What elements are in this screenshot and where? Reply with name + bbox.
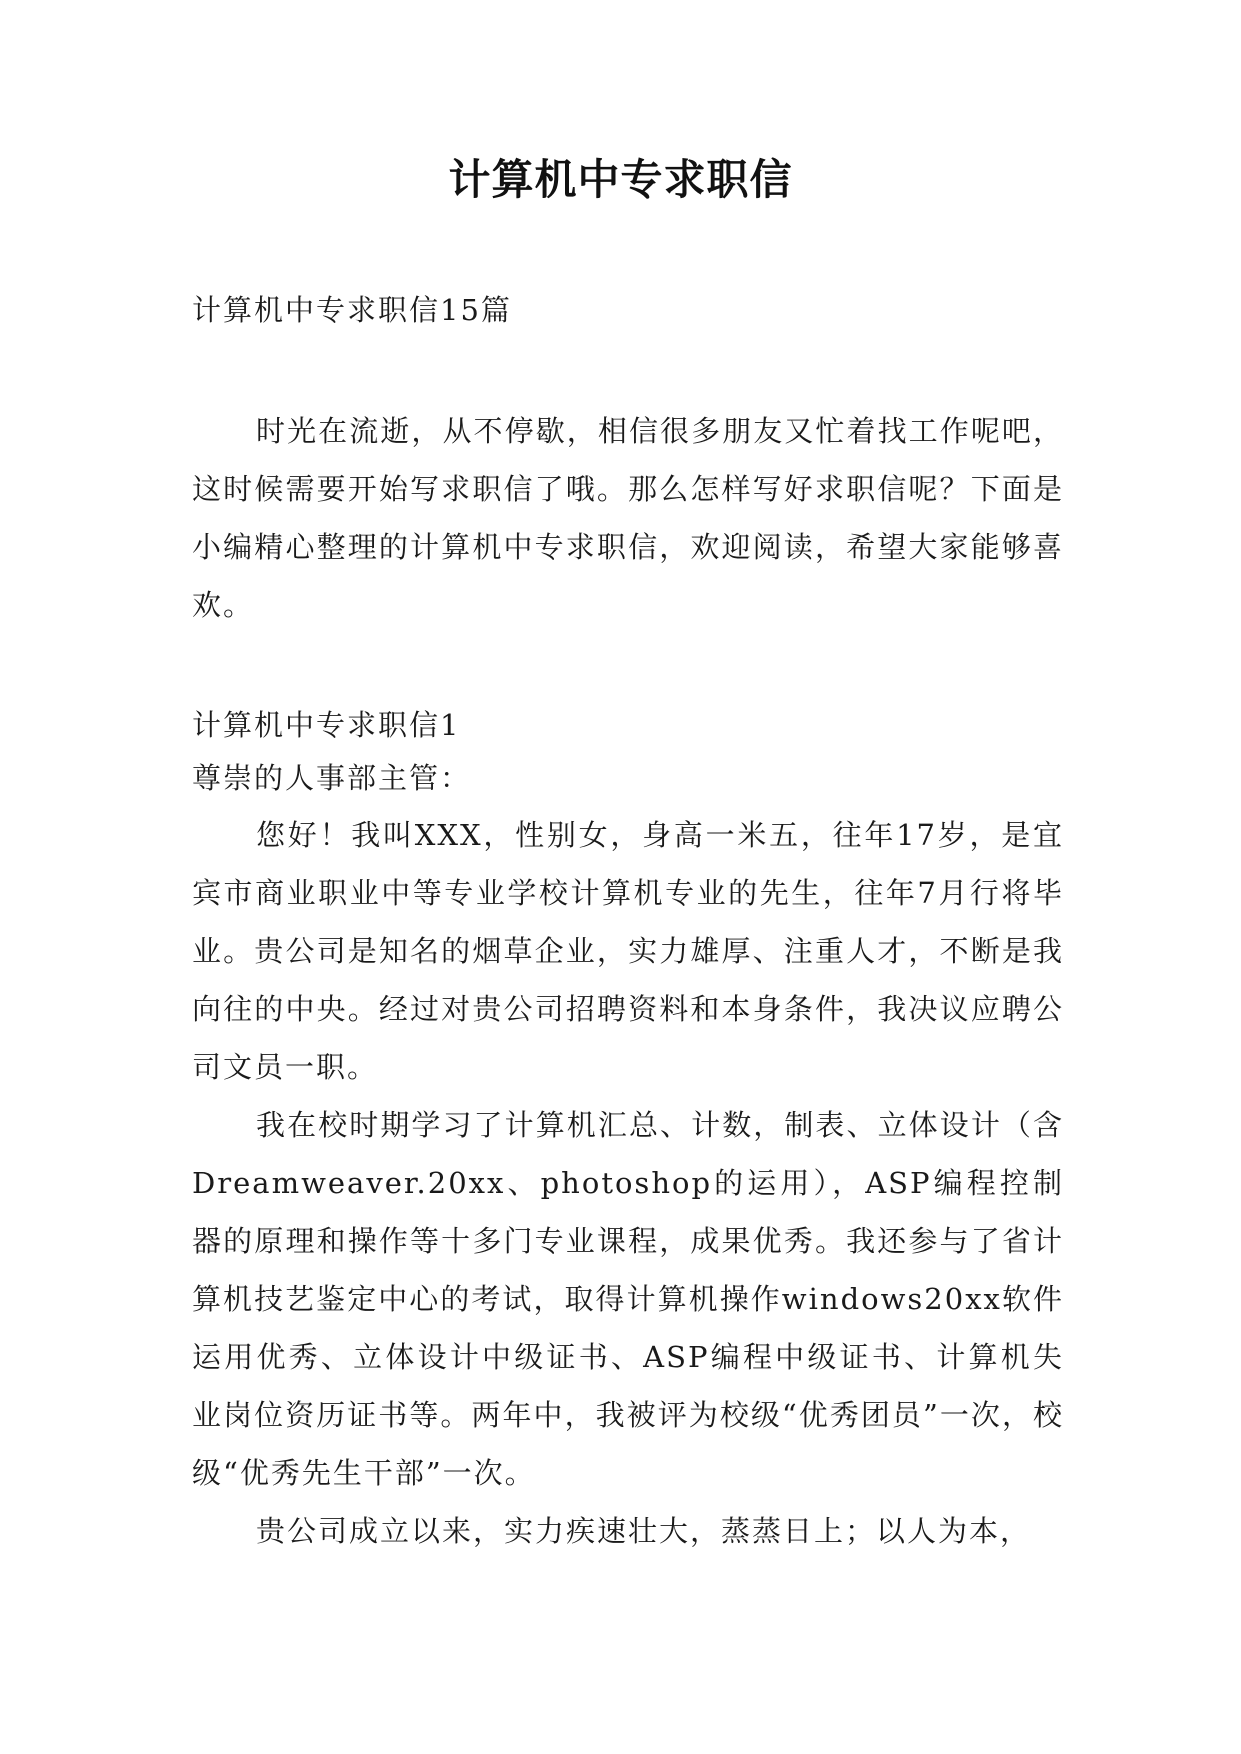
section-heading: 计算机中专求职信1: [192, 708, 461, 742]
letter-body: [192, 806, 1064, 1560]
letter-paragraph: 贵公司成立以来，实力疾速壮大，蒸蒸日上；以人为本，: [256, 1514, 1032, 1548]
document-subtitle: 计算机中专求职信15篇: [192, 293, 512, 327]
intro-paragraph: 时光在流逝，从不停歇，相信很多朋友又忙着找工作呢吧，这时候需要开始写求职信了哦。那么怎样写好求职信呢？下面是小编精心整理的计算机中专求职信，欢迎阅读，希望大家能够喜欢。: [192, 414, 1064, 622]
letter-paragraph: 您好！我叫XXX，性别女，身高一米五，往年17岁，是宜宾市商业职业中等专业学校计算机专业的先生，往年7月行将毕业。贵公司是知名的烟草企业，实力雄厚、注重人才，不断是我向往的中央。经过对贵公司招聘资料和本身条件，我决议应聘公司文员一职。: [192, 818, 1064, 1084]
letter-paragraph: 我在校时期学习了计算机汇总、计数，制表、立体设计（含Dreamweaver.20xx、photoshop的运用），ASP编程控制器的原理和操作等十多门专业课程，成果优秀。我还参与了省计算机技艺鉴定中心的考试，取得计算机操作windows20xx软件运用优秀、立体设计中级证书、ASP编程中级证书、计算机失业岗位资历证书等。两年中，我被评为校级“优秀团员”一次，校级“优秀先生干部”一次。: [192, 1108, 1064, 1490]
letter-greeting: 尊崇的人事部主管：: [192, 761, 472, 795]
document-title: 计算机中专求职信: [448, 155, 793, 204]
